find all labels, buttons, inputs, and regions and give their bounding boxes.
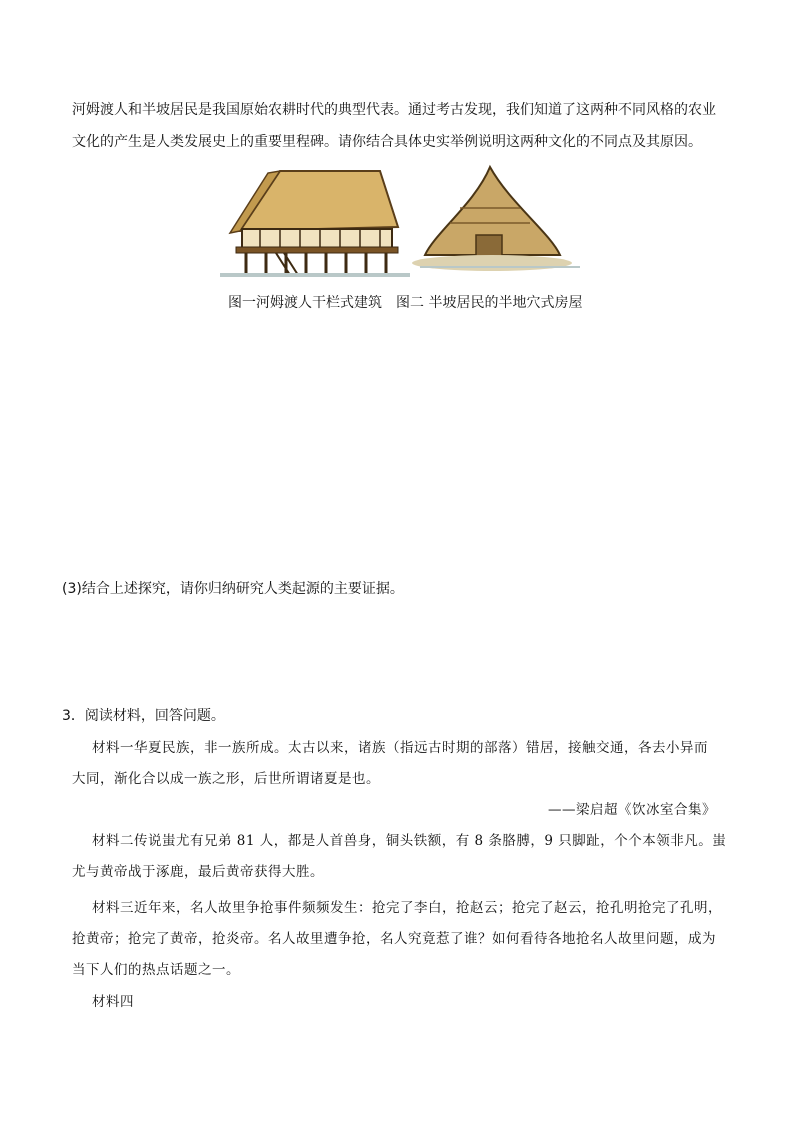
material-3-line-2: 抢黄帝；抢完了黄帝，抢炎帝。名人故里遭争抢，名人究竟惹了谁？如何看待各地抢名人故里问题，成为 <box>72 931 716 947</box>
house-illustrations <box>220 163 610 283</box>
material-2-line-1: 材料二传说蚩尤有兄弟 81 人，都是人首兽身，铜头铁额，有 8 条胳膊，9 只脚趾，个个本领非凡。蚩 <box>92 833 727 849</box>
material-2-line-2: 尤与黄帝战于涿鹿，最后黄帝获得大胜。 <box>72 864 324 880</box>
section-3-heading: 3．阅读材料，回答问题。 <box>62 708 225 724</box>
intro-line-2: 文化的产生是人类发展史上的重要里程碑。请你结合具体史实举例说明这两种文化的不同点及其原因。 <box>72 134 702 150</box>
stilt-house-and-hut-drawing <box>220 163 610 283</box>
material-4-label: 材料四 <box>92 994 134 1010</box>
semi-subterranean-hut-image <box>412 167 580 271</box>
material-1-line-1: 材料一华夏民族，非一族所成。太古以来，诸族（指远古时期的部落）错居，接触交通，各去小异而 <box>92 740 708 756</box>
material-1-line-2: 大同，渐化合以成一族之形，后世所谓诸夏是也。 <box>72 771 380 787</box>
figure-caption: 图一河姆渡人干栏式建筑 图二 半坡居民的半地穴式房屋 <box>228 295 583 311</box>
intro-line-1: 河姆渡人和半坡居民是我国原始农耕时代的典型代表。通过考古发现，我们知道了这两种不同风格的农业 <box>72 102 716 118</box>
material-3-line-3: 当下人们的热点话题之一。 <box>72 962 240 978</box>
question-3-prompt: (3)结合上述探究，请你归纳研究人类起源的主要证据。 <box>62 581 404 597</box>
material-1-source: ——梁启超《饮冰室合集》 <box>548 802 716 818</box>
stilt-house-image <box>220 171 410 275</box>
material-3-line-1: 材料三近年来，名人故里争抢事件频频发生：抢完了李白，抢赵云；抢完了赵云，抢孔明抢完了孔明， <box>92 900 722 916</box>
